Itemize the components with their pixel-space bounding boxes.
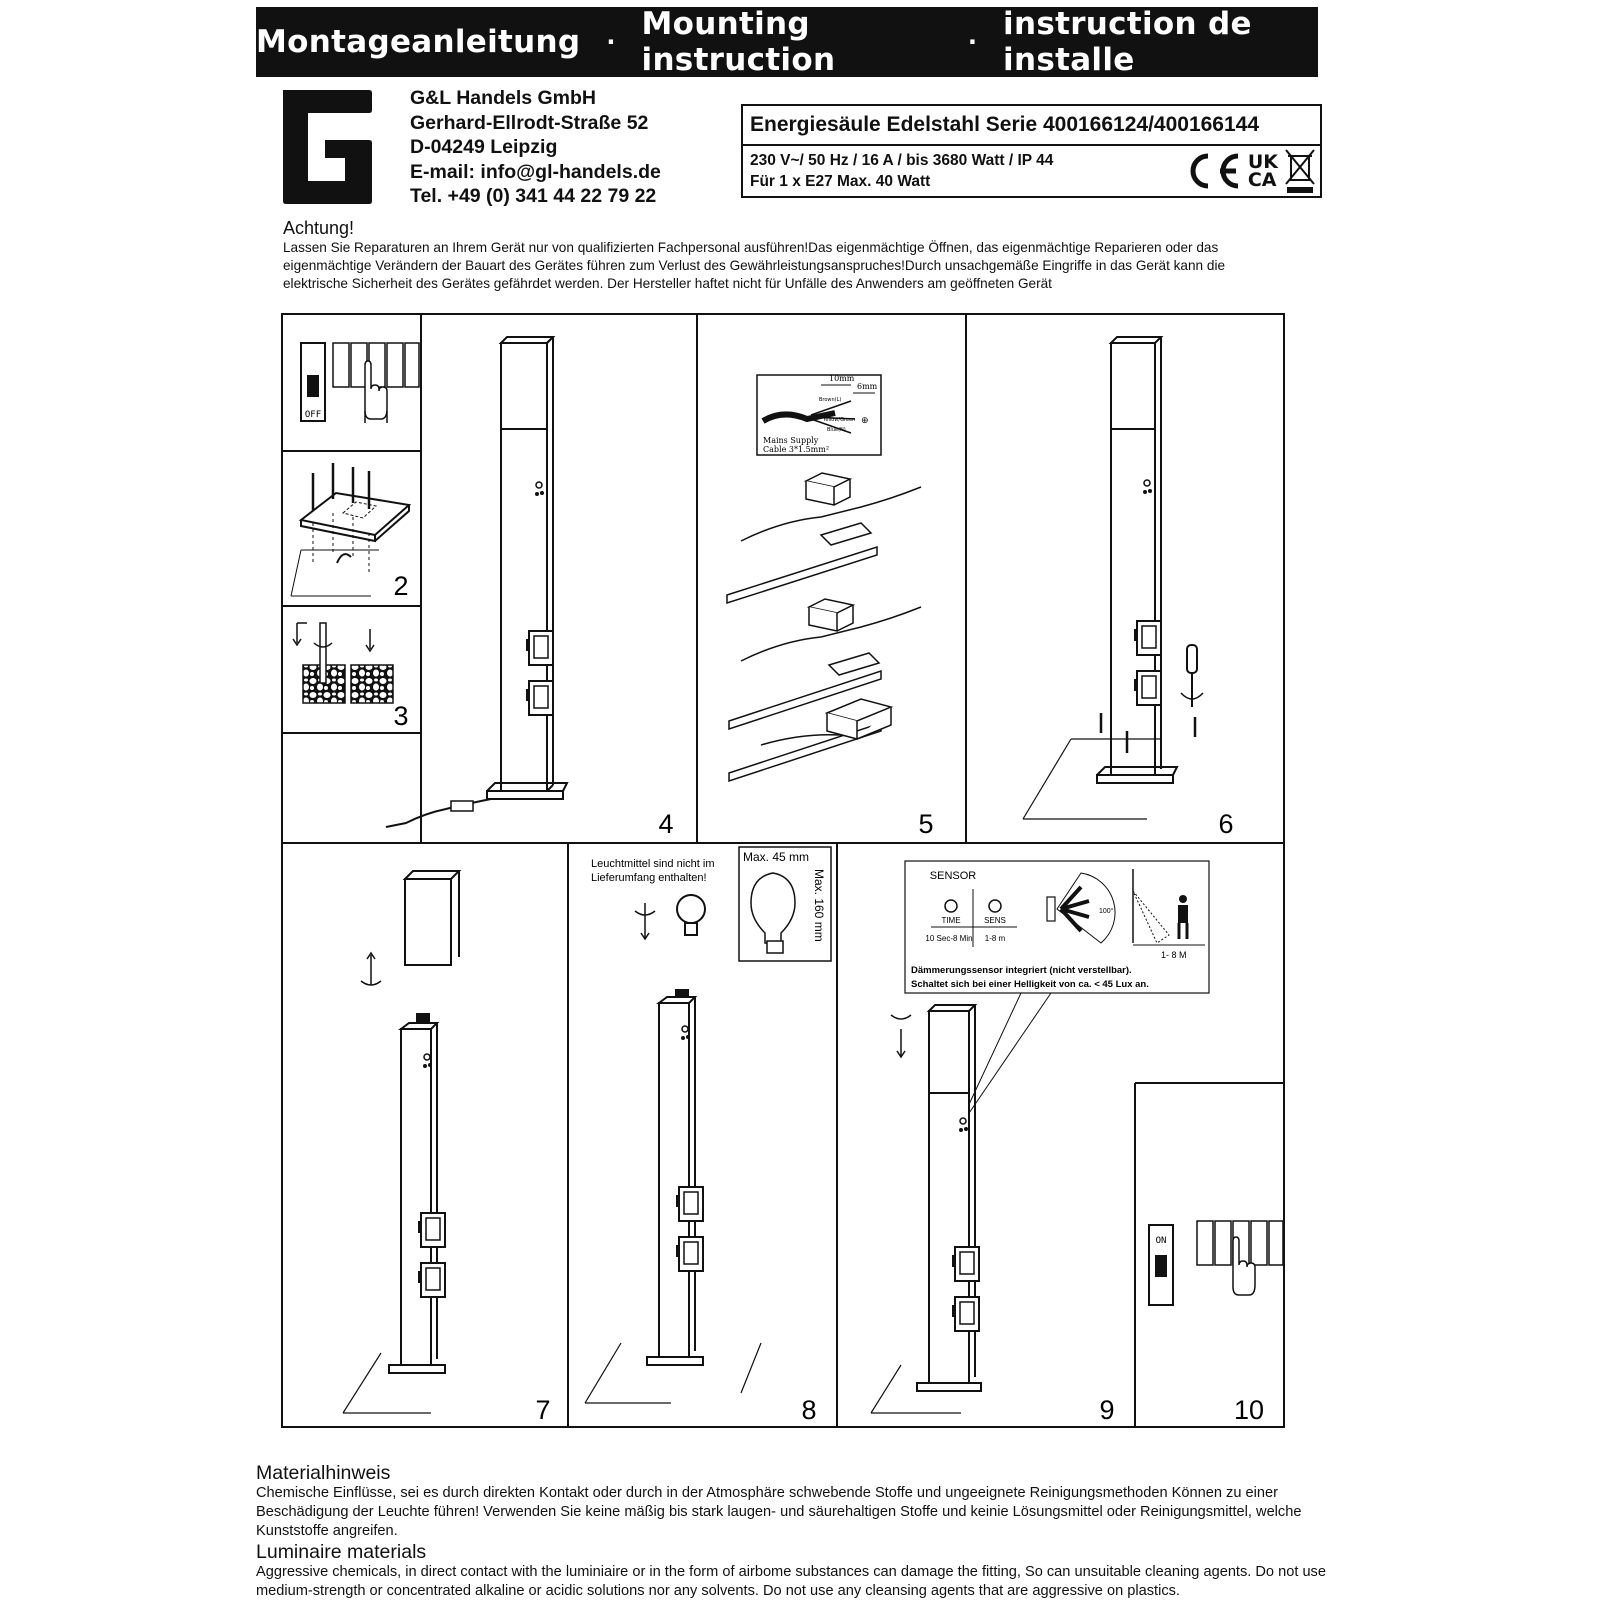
step-4-illustration bbox=[386, 337, 674, 839]
step-3-number: 3 bbox=[393, 701, 409, 731]
step-7-illustration bbox=[343, 871, 551, 1425]
company-street: Gerhard-Ellrodt-Straße 52 bbox=[410, 111, 649, 134]
company-phone: Tel. +49 (0) 341 44 22 79 22 bbox=[410, 185, 657, 207]
bulb-note-line1: Leuchtmittel sind nicht im bbox=[591, 858, 715, 870]
company-name: G&L Handels GmbH bbox=[410, 87, 597, 109]
dim-6mm: 6mm bbox=[857, 382, 878, 391]
sensor-sens-range: 1-8 m bbox=[984, 934, 1006, 943]
step-10-illustration bbox=[1149, 1221, 1283, 1425]
cable-spec-line2: Cable 3*1.5mm² bbox=[763, 445, 830, 454]
step-6-illustration bbox=[1023, 337, 1234, 839]
company-logo bbox=[281, 88, 373, 206]
product-specs bbox=[750, 150, 1053, 192]
instruction-grid bbox=[281, 313, 1285, 1428]
step-9-number: 9 bbox=[1099, 1395, 1115, 1425]
step-1-illustration bbox=[301, 343, 419, 423]
product-spec-electrical: 230 V~/ 50 Hz / 16 A / bis 3680 Watt / IP 44 bbox=[750, 152, 1054, 169]
step-6-number: 6 bbox=[1218, 809, 1234, 839]
dusk-sensor-note-2: Schaltet sich bei einer Helligkeit von ca. < 45 Lux an. bbox=[911, 979, 1149, 990]
switch-on-label: ON bbox=[1155, 1236, 1167, 1246]
cable-spec-line1: Mains Supply bbox=[763, 436, 819, 445]
ukca-mark-icon: UK CA bbox=[1247, 151, 1278, 191]
banner-title-en: Mounting instruction bbox=[641, 6, 836, 78]
material-note-title-en: Luminaire materials bbox=[256, 1541, 427, 1563]
warning-title: Achtung! bbox=[283, 218, 355, 238]
wire-green-label: Yellow/Green bbox=[823, 417, 856, 423]
certification-marks bbox=[1182, 148, 1316, 194]
company-city: D-04249 Leipzig bbox=[410, 136, 558, 158]
step-2-illustration bbox=[291, 463, 409, 601]
step-3-illustration bbox=[293, 623, 409, 731]
step-9-illustration bbox=[871, 861, 1209, 1425]
company-email: E-mail: info@gl-handels.de bbox=[410, 160, 661, 183]
sensor-distance: 1- 8 M bbox=[1161, 950, 1187, 960]
material-note-text-en: Aggressive chemicals, in direct contact with the luminiaire or in the form of airbome substances can damage the fitting, So can unsuitable cleaning agents. Do not use medium-strength or concentrated alkaline or acidic solutions nor any solvents. Do not use any cleansing agents that are aggressive on plastics. bbox=[256, 1564, 1326, 1599]
dusk-sensor-note-1: Dämmerungssensor integriert (nicht verstellbar). bbox=[911, 965, 1132, 976]
material-note-text-de: Chemische Einflüsse, sei es durch direkten Kontakt oder durch in der Atmosphäre schwebende Stoffe und ungeeignete Reinigungsmethoden Können zu einer Beschädigung der Leuchte führen! Verwenden Sie keine mäßig bis stark laugen- und säurehaltigen Stoffe und keinie Lösungsmittel oder Reinigungsmittel, welche Kunststoffe angreifen. bbox=[256, 1485, 1302, 1539]
title-banner bbox=[256, 7, 1318, 77]
material-note-title-de: Materialhinweis bbox=[256, 1462, 391, 1484]
weee-bin-icon bbox=[1284, 148, 1316, 194]
product-info-box bbox=[741, 104, 1322, 198]
banner-separator: · bbox=[606, 28, 616, 56]
banner-title-fr: instruction de installe bbox=[1003, 6, 1252, 78]
bulb-note-line2: Lieferumfang enthalten! bbox=[591, 872, 707, 884]
banner-title-de: Montageanleitung bbox=[256, 24, 581, 60]
company-address bbox=[410, 86, 661, 209]
bulb-max-width: Max. 45 mm bbox=[743, 850, 810, 864]
step-2-number: 2 bbox=[393, 571, 409, 601]
warning-text: Lassen Sie Reparaturen an Ihrem Gerät nur von qualifizierten Fachpersonal ausführen!Das eigenmächtige Öffnen, das eigenmächtige Reparieren oder das eigenmächtige Verändern der Bauart des Gerätes führen zum Verlust des Gewährleistungsanspruches!Durch unsachgemäße Eingriffe in das Gerät kann die elektrische Sicherheit des Gerätes gefährdet werden. Der Hersteller haftet nicht für Unfälle des Anwenders am geöffneten Gerät bbox=[283, 240, 1226, 291]
product-spec-bulb: Für 1 x E27 Max. 40 Watt bbox=[750, 173, 931, 190]
ce-mark-icon bbox=[1182, 151, 1242, 191]
switch-off-label: OFF bbox=[304, 410, 322, 420]
step-5-number: 5 bbox=[918, 809, 934, 839]
bulb-max-height: Max. 160 mm bbox=[812, 869, 826, 942]
step-10-number: 10 bbox=[1233, 1395, 1265, 1425]
sensor-angle: 100° bbox=[1099, 908, 1114, 915]
step-5-illustration bbox=[727, 374, 934, 839]
dim-10mm: 10mm bbox=[829, 374, 855, 383]
sensor-title: SENSOR bbox=[929, 870, 977, 882]
sensor-time-range: 10 Sec-8 Min bbox=[925, 934, 973, 943]
banner-separator: · bbox=[967, 28, 978, 56]
step-4-number: 4 bbox=[658, 809, 674, 839]
product-title: Energiesäule Edelstahl Serie 400166124/400166144 bbox=[743, 106, 1320, 146]
wire-blue-label: Blue(N) bbox=[827, 427, 846, 433]
step-8-illustration bbox=[281, 313, 831, 1425]
wire-brown-label: Brown(L) bbox=[819, 397, 842, 403]
step-7-number: 7 bbox=[535, 1395, 551, 1425]
sensor-sens-label: SENS bbox=[984, 916, 1006, 925]
step-8-number: 8 bbox=[801, 1395, 817, 1425]
ground-symbol-icon: ⊕ bbox=[861, 415, 869, 425]
sensor-time-label: TIME bbox=[941, 916, 961, 925]
